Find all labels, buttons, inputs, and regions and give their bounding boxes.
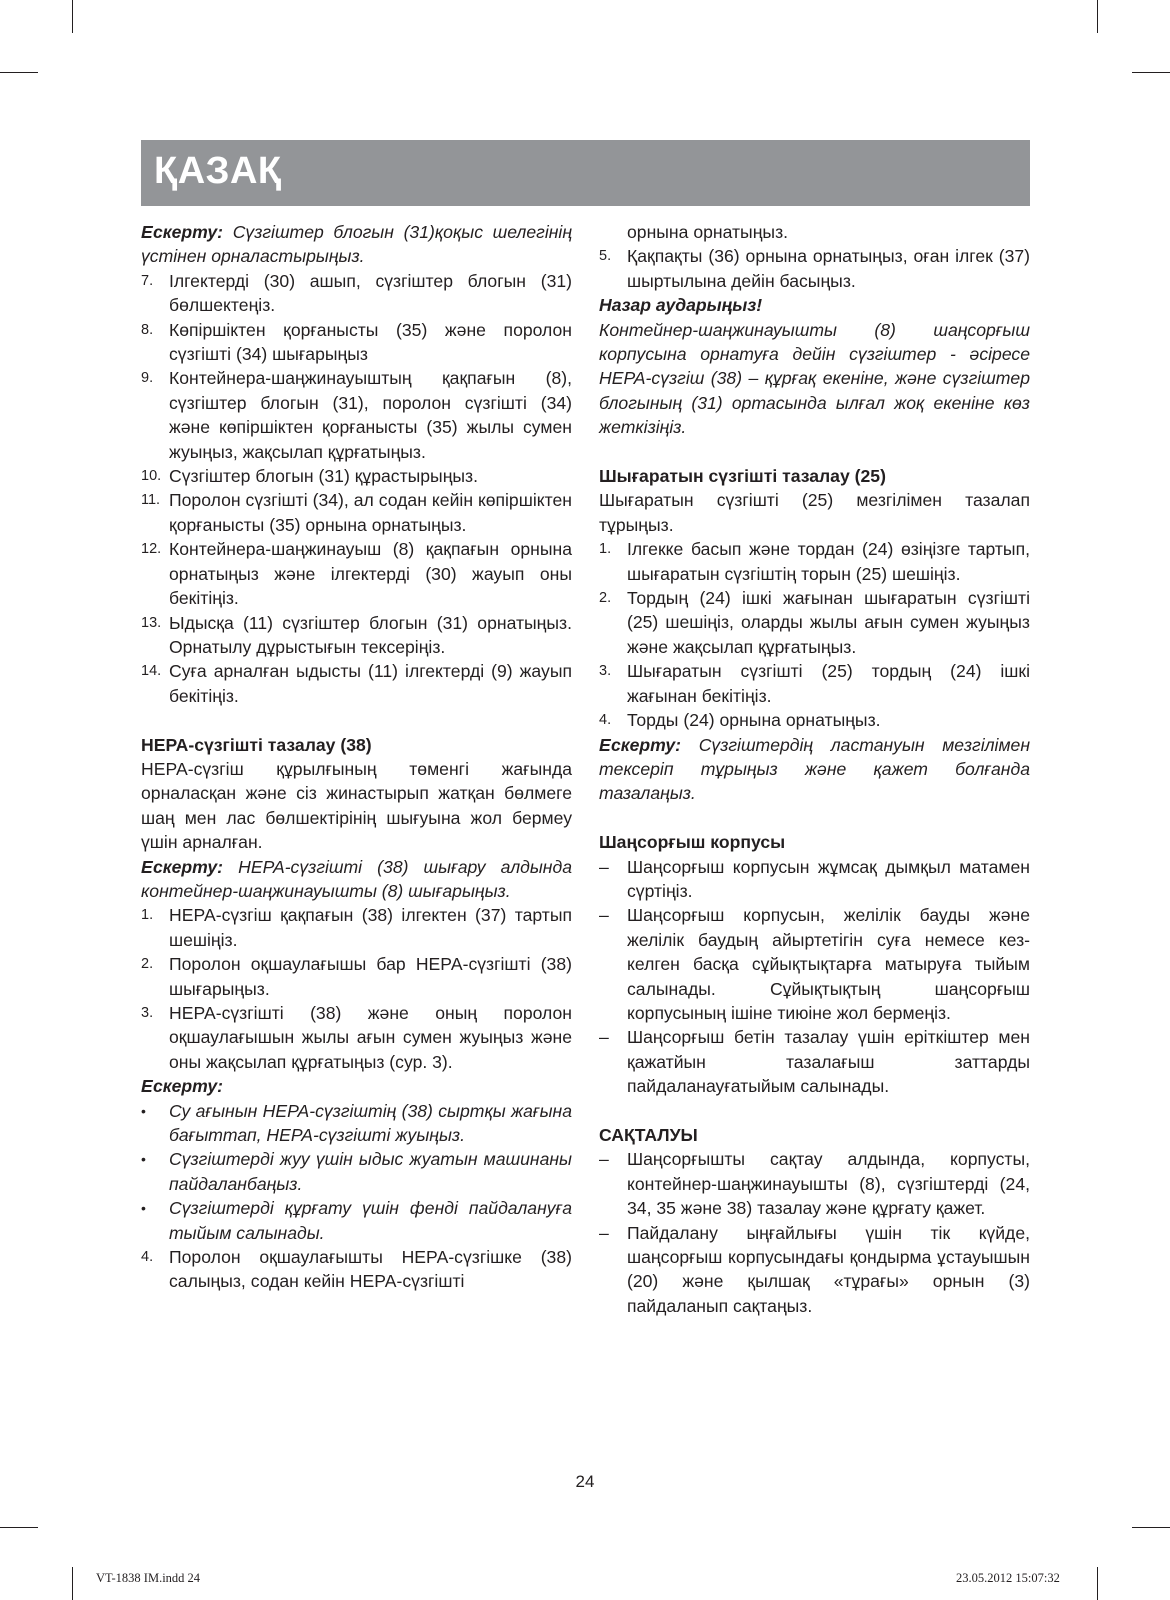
section-heading: САҚТАЛУЫ [599,1124,698,1145]
list-item [141,611,572,660]
item-number: 4. [599,712,612,729]
list-item [599,708,1030,732]
list-item [141,1245,572,1294]
dash-item [599,903,1030,1025]
crop-mark [0,72,38,73]
item-number: 7. [141,272,154,289]
item-number: 11. [141,492,161,509]
left-column [141,220,572,1294]
page-number: 24 [575,1472,595,1491]
note-text: Сүзгіштер блогын (31)қоқыс шелегінің үстінен орналастырыңыз. [141,222,572,267]
item-text: Суға арналған ыдысты (11) ілгектерді (9) жауып бекітіңіз. [169,661,572,706]
note [141,220,572,269]
language-header-bar [141,140,1030,206]
item-text: Сүзгіштер блогын (31) құрастырыңыз. [169,466,479,487]
item-number: 10. [141,468,162,485]
dash-text: Шаңсорғыш бетін тазалау үшін еріткіштер мен қажатйын тазалағыш заттарды пайдаланауғатыйым салынады. [627,1027,1030,1097]
item-number: 3. [599,663,612,680]
list-item-continuation [599,220,1030,244]
paragraph: НЕРА-сүзгіш құрылғының төменгі жағында орналасқан және сіз жинастырып жатқан бөлмеге шаң мен лас бөлшектірінің шығуына жол бермеу үшін арналған. [141,758,572,853]
item-number: 9. [141,370,154,387]
list-item [141,269,572,318]
bullet-item [141,1147,572,1196]
warning-text: Контейнер-шаңжинауышты (8) шаңсорғыш корпусына орнатуға дейін сүзгіштер - әсіресе НЕРА-сүзгіш (38) – құрғақ екеніне, және сүзгіштер блогының (31) ортасында ылғал жоқ екеніне көз жеткізіңіз. [599,319,1030,438]
list-item [141,903,572,952]
item-text: Шығаратын сүзгішті (25) тордың (24) ішкі жағынан бекітіңіз. [627,661,1030,706]
item-text: НЕРА-сүзгішті (38) және оның поролон оқшаулағышын жылы ағын сумен жуыңыз және оны жақсылап құрғатыңыз (сур. 3). [169,1002,572,1072]
list-item [599,537,1030,586]
item-text: Поролон оқшаулағышты НЕРА-сүзгішке (38) салыңыз, содан кейін НЕРА-сүзгішті [169,1247,572,1292]
list-item [599,659,1030,708]
list-item [599,244,1030,293]
dash-text: Шаңсорғыш корпусын жұмсақ дымқыл матамен сүртіңіз. [627,856,1030,901]
item-text: Контейнера-шаңжинауыш (8) қақпағын орнына орнатыңыз және ілгектерді (30) жауып оны бекітіңіз. [169,539,572,609]
crop-mark [1132,1527,1170,1528]
item-number: 8. [141,321,154,338]
item-number: 13. [141,614,162,631]
list-item [141,537,572,610]
item-text: орнына орнатыңыз. [627,222,789,242]
dash-text: Шаңсорғышты сақтау алдында, корпусты, контейнер-шаңжинауышты (8), сүзгіштерді (24, 34, 35 және 38) тазалау және құрғату қажет. [627,1149,1030,1219]
item-text: Ілгекке басып және тордан (24) өзіңізге тартып, шығаратын сүзгіштің торын (25) шешіңіз. [627,539,1030,584]
paragraph: Шығаратын сүзгішті (25) мезгілімен тазалап тұрыңыз. [599,490,1030,535]
crop-mark [0,1527,38,1528]
dash-item [599,1025,1030,1098]
list-item [141,488,572,537]
note-text: НЕРА-сүзгішті (38) шығару алдында контейнер-шаңжинауышты (8) шығарыңыз. [141,856,573,901]
dash-text: Пайдалану ыңғайлығы үшін тік күйде, шаңсорғыш корпусындағы қондырма ұстауышын (20) және қылшақ «тұрағы» орнын (3) пайдаланып сақтаңыз. [627,1222,1030,1316]
crop-mark [1097,0,1098,33]
note [141,855,572,904]
bullet-mark: • [141,1200,146,1217]
note-text: Сүзгіштердің ластануын мезгілімен тексеріп тұрыңыз және қажет болғанда тазалаңыз. [599,734,1030,804]
item-number: 12. [141,541,162,558]
section-heading: НЕРА-сүзгішті тазалау (38) [141,734,372,755]
bullet-text: Су ағынын НЕРА-сүзгіштің (38) сыртқы жағына бағыттап, НЕРА-сүзгішті жуыңыз. [169,1100,572,1146]
dash-mark: – [599,856,609,877]
item-number: 1. [141,907,154,924]
note-label: Ескерту: [141,222,224,242]
list-item [141,366,572,464]
dash-mark: – [599,1027,609,1048]
item-number: 5. [599,248,612,265]
dash-item [599,855,1030,904]
crop-mark [72,1567,73,1600]
list-item [141,318,572,367]
section-heading: Шаңсорғыш корпусы [599,832,786,853]
section-heading: Шығаратын сүзгішті тазалау (25) [599,466,886,487]
list-item [141,464,572,488]
item-text: НЕРА-сүзгіш қақпағын (38) ілгектен (37) тартып шешіңіз. [169,905,572,950]
dash-item [599,1147,1030,1220]
dash-text: Шаңсорғыш корпусын, желілік бауды және желілік баудың айыртетігін суға немесе кез-келген басқа сұйықтықтарға матыруға тыйым салынады. Сұйықтықтың шаңсорғыш корпусының ішіне тиюіне жол бермеңіз. [627,905,1030,1023]
item-text: Поролон сүзгішті (34), ал содан кейін көпіршіктен қорғанысты (35) орнына орнатыңыз. [169,490,572,535]
list-item [599,586,1030,659]
item-number: 3. [141,1004,154,1021]
item-number: 14. [141,663,162,680]
warning-heading: Назар аударыңыз! [599,295,763,316]
list-item [141,1001,572,1074]
bullet-item [141,1196,572,1245]
item-text: Ілгектерді (30) ашып, сүзгіштер блогын (31) бөлшектеңіз. [169,270,572,316]
print-slug-date: 23.05.2012 15:07:32 [956,1571,1060,1585]
item-number: 4. [141,1249,154,1266]
bullet-item [141,1099,572,1148]
item-text: Қақпақты (36) орнына орнатыңыз, оған ілгек (37) шыртылына дейін басыңыз. [627,246,1030,291]
item-number: 2. [141,956,154,973]
item-text: Тордың (24) ішкі жағынан шығаратын сүзгішті (25) шешіңіз, оларды жылы ағын сумен жуыңыз және жақсылап құрғатыңыз. [627,588,1030,657]
print-slug-file: VT-1838 IM.indd 24 [96,1571,201,1585]
bullet-text: Сүзгіштерді жуу үшін ыдыс жуатын машинаны пайдаланбаңыз. [169,1149,572,1194]
bullet-mark: • [141,1151,146,1168]
note-label: Ескерту: [599,734,682,755]
list-item [141,659,572,708]
item-text: Көпіршіктен қорғанысты (35) және поролон сүзгішті (34) шығарыңыз [169,319,572,365]
item-text: Ыдысқа (11) сүзгіштер блогын (31) орнатыңыз. Орнатылу дұрыстығын тексеріңіз. [169,612,572,657]
note-label: Ескерту: [141,856,224,877]
crop-mark [1097,1567,1098,1600]
list-item [141,952,572,1001]
dash-mark: – [599,905,609,926]
item-number: 1. [599,541,612,558]
bullet-mark: • [141,1102,146,1119]
item-text: Торды (24) орнына орнатыңыз. [627,710,881,731]
note-heading: Ескерту: [141,1076,224,1097]
page-title: ҚАЗАҚ [154,150,282,192]
dash-mark: – [599,1149,609,1170]
crop-mark [72,0,73,33]
item-text: Поролон оқшаулағышы бар НЕРА-сүзгішті (38) шығарыңыз. [169,954,572,999]
bullet-text: Сүзгіштерді құрғату үшін фенді пайдалануға тыйым салынады. [169,1198,572,1243]
note [599,733,1030,806]
item-text: Контейнера-шаңжинауыштың қақпағын (8), сүзгіштер блогын (31), поролон сүзгішті (34) және көпіршіктен қорғанысты (35) жылы сумен жуыңыз, жақсылап құрғатыңыз. [169,368,572,462]
dash-item [599,1221,1030,1319]
item-number: 2. [599,590,612,607]
dash-mark: – [599,1222,609,1243]
right-column [599,220,1030,1318]
crop-mark [1132,72,1170,73]
